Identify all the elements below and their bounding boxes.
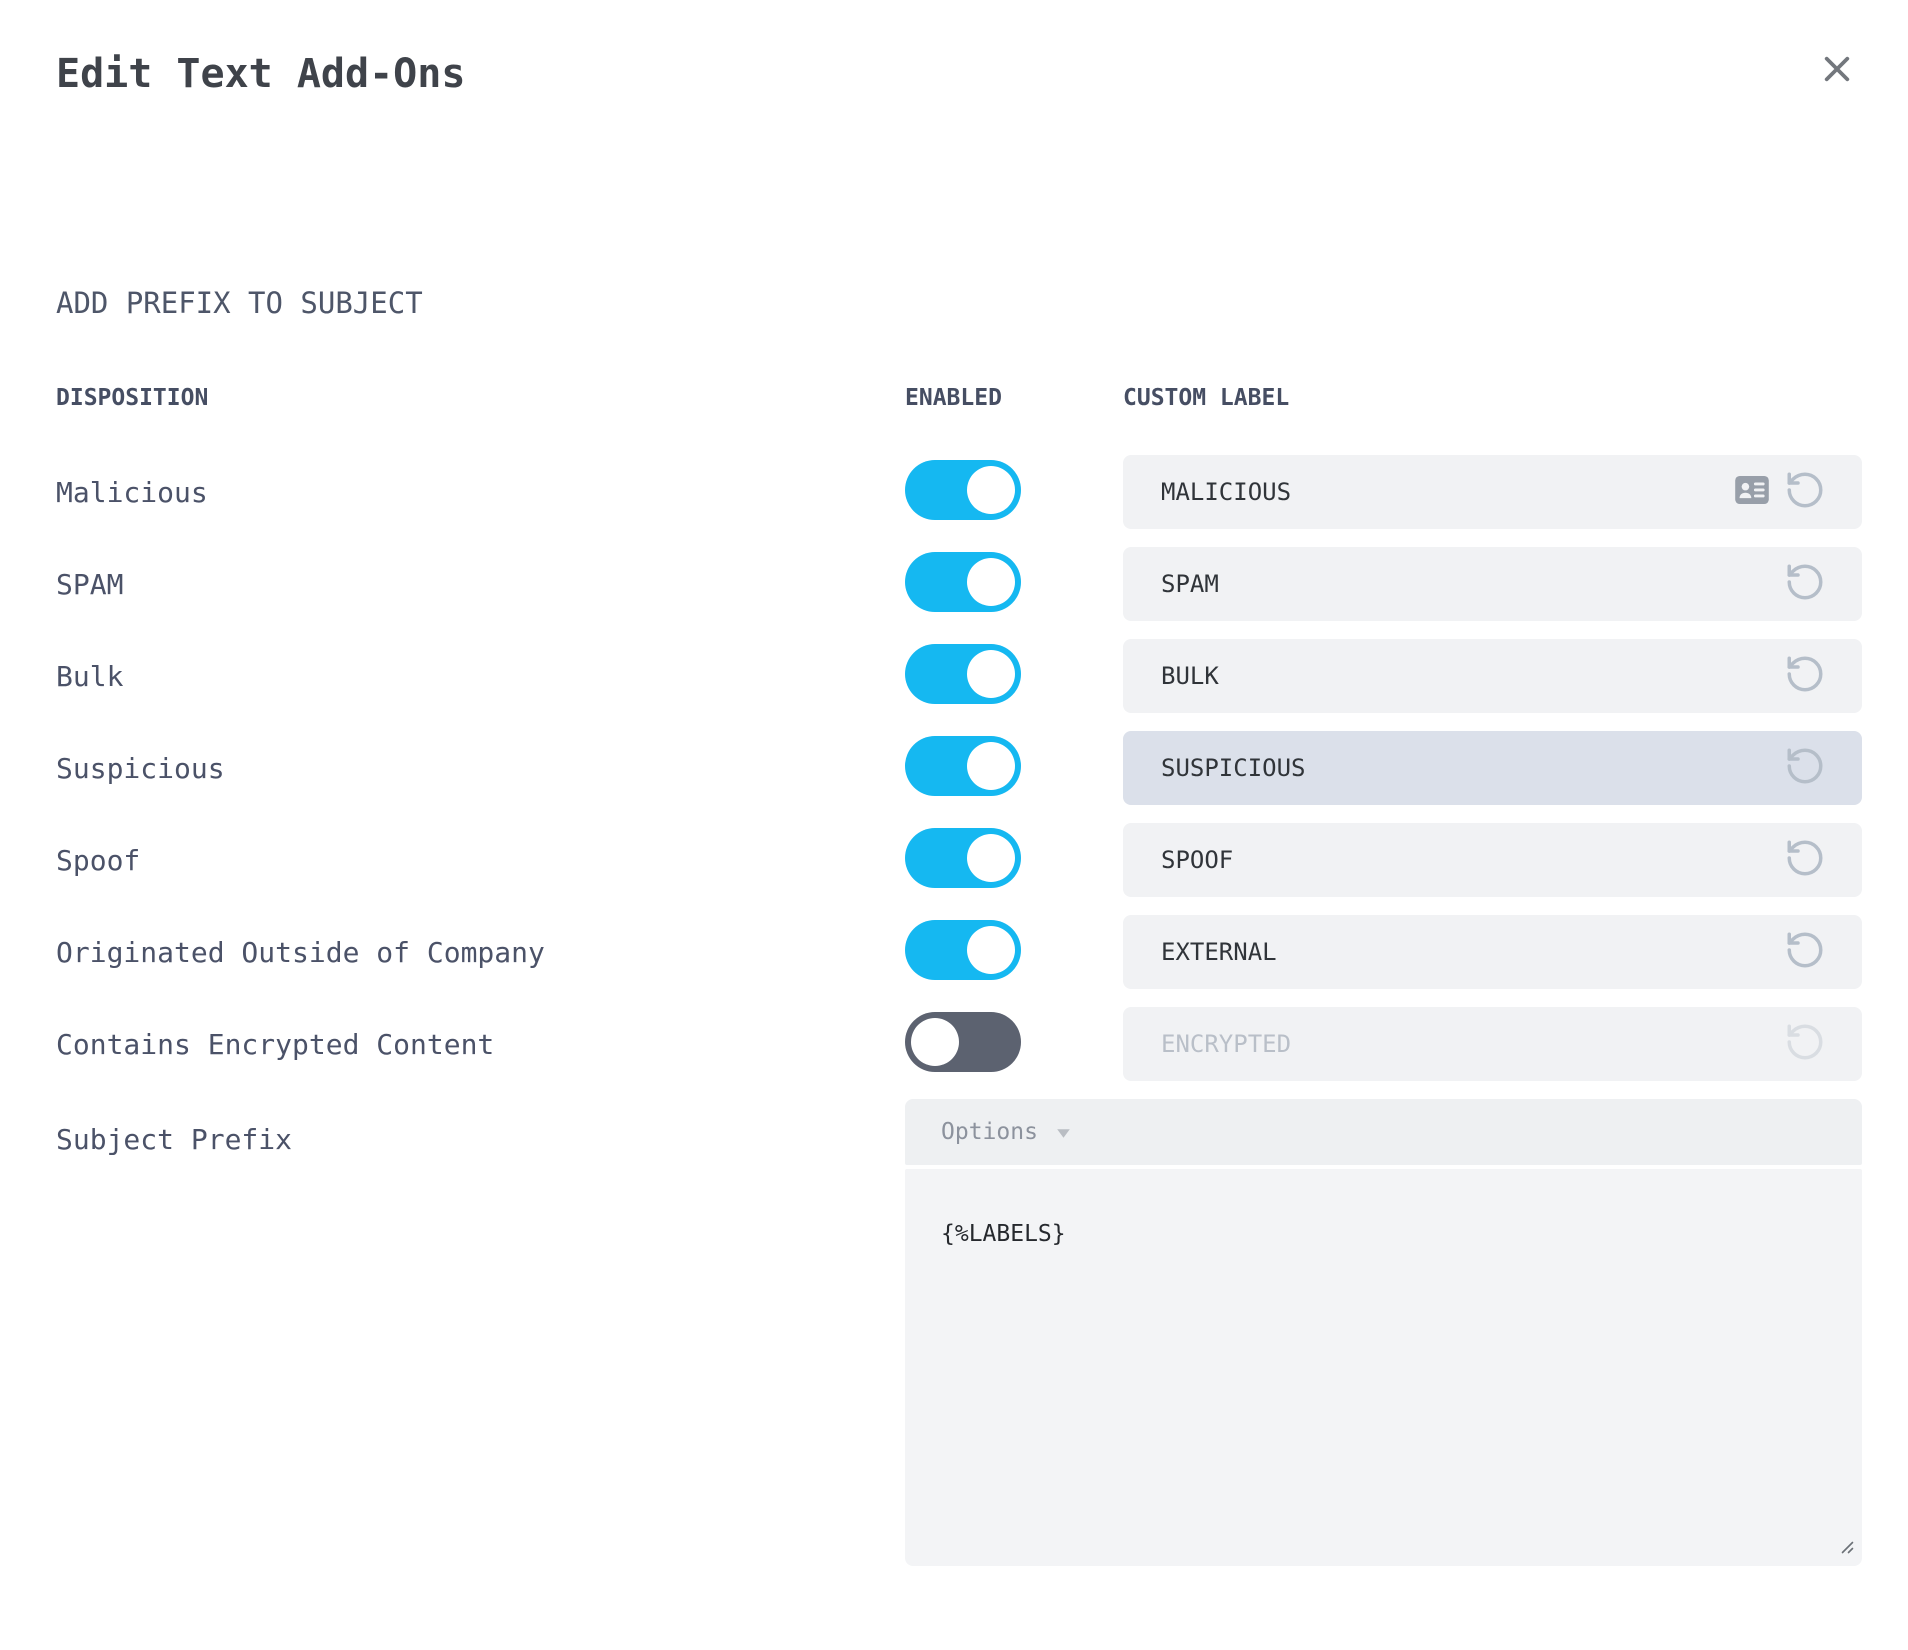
field-icons: [1784, 561, 1826, 607]
custom-label-value: BULK: [1161, 662, 1219, 690]
resize-handle-icon[interactable]: [1839, 1539, 1855, 1559]
toggle-knob: [967, 742, 1015, 790]
column-header-disposition: DISPOSITION: [56, 385, 209, 411]
toggle-knob: [967, 650, 1015, 698]
caret-down-icon: [1056, 1124, 1071, 1143]
enabled-toggle[interactable]: [905, 736, 1021, 796]
reset-icon[interactable]: [1784, 653, 1826, 699]
close-button[interactable]: [1814, 46, 1860, 92]
disposition-label: SPAM: [56, 567, 124, 601]
reset-icon[interactable]: [1784, 1021, 1826, 1067]
disposition-label: Bulk: [56, 659, 124, 693]
column-header-enabled: ENABLED: [905, 385, 1002, 411]
custom-label-value: SPAM: [1161, 570, 1219, 598]
modal-title: Edit Text Add-Ons: [56, 51, 466, 97]
custom-label-value: SPOOF: [1161, 846, 1234, 874]
field-icons: [1784, 1021, 1826, 1067]
subject-prefix-value: {%LABELS}: [941, 1221, 1066, 1247]
toggle-knob: [967, 466, 1015, 514]
disposition-row: [56, 1007, 1862, 1081]
custom-label-field[interactable]: [1123, 455, 1862, 529]
disposition-label: Originated Outside of Company: [56, 935, 545, 969]
contact-card-icon[interactable]: [1735, 476, 1769, 508]
enabled-toggle-cell: [905, 920, 1123, 984]
custom-label-value: SUSPICIOUS: [1161, 754, 1306, 782]
reset-icon[interactable]: [1784, 837, 1826, 883]
reset-icon[interactable]: [1784, 929, 1826, 975]
enabled-toggle-cell: [905, 736, 1123, 800]
custom-label-field[interactable]: [1123, 823, 1862, 897]
field-icons: [1784, 837, 1826, 883]
options-dropdown[interactable]: [905, 1099, 1862, 1165]
column-header-custom-label: CUSTOM LABEL: [1123, 385, 1290, 411]
custom-label-value: MALICIOUS: [1161, 478, 1292, 506]
toggle-knob: [967, 926, 1015, 974]
subject-prefix-editor: [905, 1099, 1862, 1566]
reset-icon[interactable]: [1784, 745, 1826, 791]
reset-icon[interactable]: [1784, 561, 1826, 607]
disposition-row: [56, 731, 1862, 805]
toggle-knob: [967, 558, 1015, 606]
disposition-row: [56, 455, 1862, 529]
field-icons: [1784, 653, 1826, 699]
custom-label-value: EXTERNAL: [1161, 938, 1277, 966]
column-headers: [56, 384, 1862, 412]
custom-label-field[interactable]: [1123, 915, 1862, 989]
options-dropdown-label: Options: [941, 1119, 1038, 1145]
toggle-knob: [911, 1018, 959, 1066]
reset-icon[interactable]: [1784, 469, 1826, 515]
enabled-toggle[interactable]: [905, 920, 1021, 980]
custom-label-field[interactable]: [1123, 639, 1862, 713]
subject-prefix-row: [56, 1099, 1862, 1566]
disposition-row: [56, 915, 1862, 989]
enabled-toggle[interactable]: [905, 552, 1021, 612]
enabled-toggle-cell: [905, 644, 1123, 708]
custom-label-field[interactable]: [1123, 1007, 1862, 1081]
enabled-toggle-cell: [905, 460, 1123, 524]
disposition-label: Spoof: [56, 843, 141, 877]
disposition-label: Contains Encrypted Content: [56, 1027, 495, 1061]
custom-label-field[interactable]: [1123, 547, 1862, 621]
enabled-toggle[interactable]: [905, 1012, 1021, 1072]
subject-prefix-textarea[interactable]: [905, 1169, 1862, 1566]
custom-label-value: ENCRYPTED: [1161, 1030, 1292, 1058]
disposition-rows: [56, 455, 1862, 1081]
field-icons: [1735, 469, 1826, 515]
close-icon: [1818, 76, 1856, 91]
subject-prefix-label: Subject Prefix: [56, 1123, 293, 1156]
enabled-toggle-cell: [905, 1012, 1123, 1076]
enabled-toggle[interactable]: [905, 828, 1021, 888]
enabled-toggle-cell: [905, 828, 1123, 892]
field-icons: [1784, 929, 1826, 975]
enabled-toggle[interactable]: [905, 644, 1021, 704]
enabled-toggle-cell: [905, 552, 1123, 616]
disposition-row: [56, 547, 1862, 621]
toggle-knob: [967, 834, 1015, 882]
field-icons: [1784, 745, 1826, 791]
disposition-label: Suspicious: [56, 751, 225, 785]
section-title: ADD PREFIX TO SUBJECT: [56, 286, 423, 320]
custom-label-field[interactable]: [1123, 731, 1862, 805]
enabled-toggle[interactable]: [905, 460, 1021, 520]
disposition-label: Malicious: [56, 475, 208, 509]
disposition-row: [56, 823, 1862, 897]
disposition-row: [56, 639, 1862, 713]
